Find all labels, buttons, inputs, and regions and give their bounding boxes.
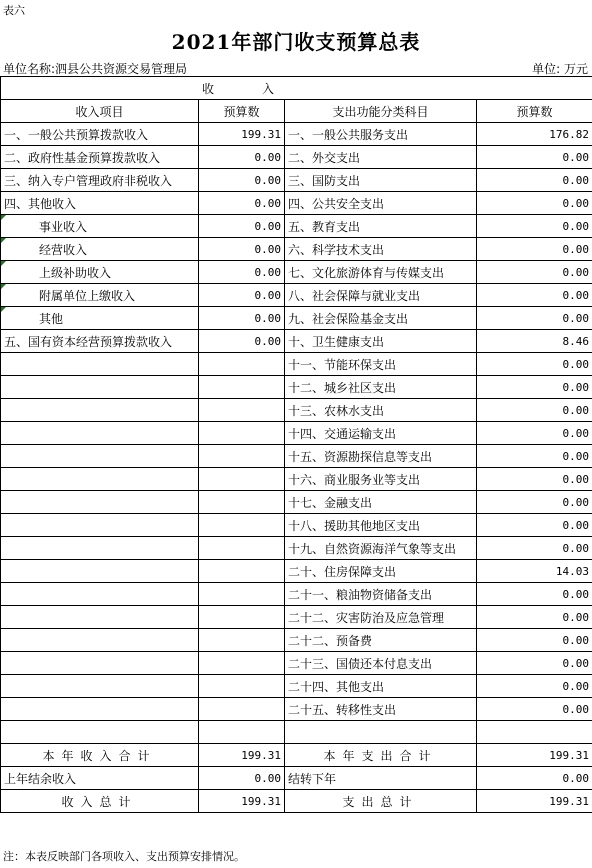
grand-expense-value: 199.31	[477, 790, 592, 813]
col-header-expense-item: 支出功能分类科目	[285, 100, 477, 123]
expense-amount: 0.00	[477, 468, 592, 491]
expense-item: 十九、自然资源海洋气象等支出	[285, 537, 477, 560]
income-amount	[199, 675, 285, 698]
income-item	[1, 560, 199, 583]
income-item: 经营收入	[1, 238, 199, 261]
expense-item: 十二、城乡社区支出	[285, 376, 477, 399]
expense-amount: 0.00	[477, 376, 592, 399]
expense-amount	[477, 721, 592, 744]
expense-amount: 0.00	[477, 422, 592, 445]
table-row	[1, 583, 592, 606]
income-item	[1, 698, 199, 721]
income-amount	[199, 468, 285, 491]
table-row	[1, 606, 592, 629]
page-title: 2021年部门收支预算总表	[171, 30, 421, 54]
income-item: 事业收入	[1, 215, 199, 238]
income-amount	[199, 583, 285, 606]
expense-item: 十一、节能环保支出	[285, 353, 477, 376]
table-row	[1, 445, 592, 468]
expense-item: 八、社会保障与就业支出	[285, 284, 477, 307]
table-number-label: 表六	[3, 4, 25, 17]
grand-expense-label: 支出总计	[285, 790, 477, 813]
expense-item: 十三、农林水支出	[285, 399, 477, 422]
expense-amount: 0.00	[477, 652, 592, 675]
income-amount: 0.00	[199, 261, 285, 284]
carry-out-value: 0.00	[477, 767, 592, 790]
expense-total-value: 199.31	[477, 744, 592, 767]
income-item	[1, 422, 199, 445]
expense-amount: 14.03	[477, 560, 592, 583]
expense-item: 三、国防支出	[285, 169, 477, 192]
expense-item: 一、一般公共服务支出	[285, 123, 477, 146]
income-item	[1, 399, 199, 422]
expense-item: 二十三、国债还本付息支出	[285, 652, 477, 675]
expense-item: 二十、住房保障支出	[285, 560, 477, 583]
carry-out-label: 结转下年	[285, 767, 477, 790]
income-amount	[199, 652, 285, 675]
expense-amount: 0.00	[477, 514, 592, 537]
income-amount	[199, 514, 285, 537]
income-total-label: 本年收入合计	[1, 744, 199, 767]
income-item: 三、纳入专户管理政府非税收入	[1, 169, 199, 192]
expense-amount: 0.00	[477, 146, 592, 169]
income-amount	[199, 353, 285, 376]
income-item	[1, 675, 199, 698]
income-amount: 0.00	[199, 238, 285, 261]
expense-amount: 0.00	[477, 307, 592, 330]
income-item	[1, 721, 199, 744]
expense-amount: 0.00	[477, 284, 592, 307]
table-row	[1, 514, 592, 537]
income-item	[1, 537, 199, 560]
income-amount	[199, 560, 285, 583]
expense-item: 十八、援助其他地区支出	[285, 514, 477, 537]
income-item	[1, 353, 199, 376]
carry-in-label: 上年结余收入	[1, 767, 199, 790]
expense-amount: 0.00	[477, 399, 592, 422]
table-row	[1, 284, 592, 307]
income-amount	[199, 376, 285, 399]
table-row	[1, 238, 592, 261]
expense-item: 六、科学技术支出	[285, 238, 477, 261]
expense-item: 五、教育支出	[285, 215, 477, 238]
expense-amount: 8.46	[477, 330, 592, 353]
income-item	[1, 652, 199, 675]
income-item: 四、其他收入	[1, 192, 199, 215]
col-header-income-amount: 预算数	[199, 100, 285, 123]
income-total-value: 199.31	[199, 744, 285, 767]
table-row	[1, 560, 592, 583]
expense-amount: 0.00	[477, 537, 592, 560]
income-amount: 0.00	[199, 215, 285, 238]
income-amount	[199, 399, 285, 422]
table-row	[1, 376, 592, 399]
expense-amount: 0.00	[477, 445, 592, 468]
income-item	[1, 445, 199, 468]
income-item: 五、国有资本经营预算拨款收入	[1, 330, 199, 353]
table-row	[1, 192, 592, 215]
income-item: 上级补助收入	[1, 261, 199, 284]
expense-amount: 0.00	[477, 583, 592, 606]
table-row	[1, 169, 592, 192]
grand-income-label: 收入总计	[1, 790, 199, 813]
col-header-income-item: 收入项目	[1, 100, 199, 123]
table-row	[1, 399, 592, 422]
table-row	[1, 215, 592, 238]
section-label: 收 入	[1, 77, 592, 100]
expense-item: 十七、金融支出	[285, 491, 477, 514]
footnote: 注：本表反映部门各项收入、支出预算安排情况。	[3, 850, 245, 863]
expense-amount: 0.00	[477, 261, 592, 284]
table-row	[1, 307, 592, 330]
expense-total-label: 本年支出合计	[285, 744, 477, 767]
income-amount: 199.31	[199, 123, 285, 146]
budget-table	[0, 76, 592, 813]
expense-item: 四、公共安全支出	[285, 192, 477, 215]
grand-income-value: 199.31	[199, 790, 285, 813]
income-amount	[199, 629, 285, 652]
expense-amount: 0.00	[477, 169, 592, 192]
income-amount: 0.00	[199, 192, 285, 215]
income-item	[1, 629, 199, 652]
income-amount: 0.00	[199, 169, 285, 192]
expense-amount: 0.00	[477, 491, 592, 514]
income-amount	[199, 491, 285, 514]
expense-item: 二十四、其他支出	[285, 675, 477, 698]
income-item: 二、政府性基金预算拨款收入	[1, 146, 199, 169]
income-item: 其他	[1, 307, 199, 330]
expense-item: 十六、商业服务业等支出	[285, 468, 477, 491]
table-row	[1, 537, 592, 560]
table-row	[1, 261, 592, 284]
income-item: 一、一般公共预算拨款收入	[1, 123, 199, 146]
table-row	[1, 353, 592, 376]
income-item	[1, 376, 199, 399]
income-amount	[199, 721, 285, 744]
expense-amount: 0.00	[477, 215, 592, 238]
income-amount: 0.00	[199, 307, 285, 330]
column-header-row	[1, 100, 592, 123]
income-item	[1, 468, 199, 491]
unit-name: 单位名称:泗县公共资源交易管理局	[3, 62, 188, 76]
expense-amount: 0.00	[477, 675, 592, 698]
expense-item: 二十五、转移性支出	[285, 698, 477, 721]
table-row	[1, 123, 592, 146]
grand-total-row	[1, 790, 592, 813]
income-amount	[199, 698, 285, 721]
table-row	[1, 652, 592, 675]
carry-in-value: 0.00	[199, 767, 285, 790]
table-row	[1, 422, 592, 445]
expense-item: 十五、资源勘探信息等支出	[285, 445, 477, 468]
expense-amount: 0.00	[477, 606, 592, 629]
expense-item: 十四、交通运输支出	[285, 422, 477, 445]
income-item: 附属单位上缴收入	[1, 284, 199, 307]
expense-amount: 0.00	[477, 353, 592, 376]
table-row	[1, 468, 592, 491]
expense-item: 二十二、灾害防治及应急管理	[285, 606, 477, 629]
table-row	[1, 330, 592, 353]
table-row	[1, 698, 592, 721]
income-amount: 0.00	[199, 146, 285, 169]
table-row	[1, 491, 592, 514]
expense-item	[285, 721, 477, 744]
income-amount	[199, 537, 285, 560]
expense-item: 二十一、粮油物资储备支出	[285, 583, 477, 606]
carry-row	[1, 767, 592, 790]
expense-amount: 0.00	[477, 192, 592, 215]
expense-item: 十、卫生健康支出	[285, 330, 477, 353]
income-amount: 0.00	[199, 284, 285, 307]
income-amount	[199, 422, 285, 445]
income-item	[1, 583, 199, 606]
expense-item: 九、社会保险基金支出	[285, 307, 477, 330]
col-header-expense-amount: 预算数	[477, 100, 592, 123]
expense-amount: 0.00	[477, 629, 592, 652]
section-row	[1, 77, 592, 100]
income-amount	[199, 445, 285, 468]
expense-item: 二十二、预备费	[285, 629, 477, 652]
income-amount	[199, 606, 285, 629]
income-item	[1, 514, 199, 537]
table-row	[1, 629, 592, 652]
expense-item: 二、外交支出	[285, 146, 477, 169]
income-item	[1, 606, 199, 629]
expense-amount: 0.00	[477, 238, 592, 261]
income-item	[1, 491, 199, 514]
income-amount: 0.00	[199, 330, 285, 353]
unit-currency: 单位: 万元	[532, 62, 588, 76]
table-row	[1, 675, 592, 698]
expense-amount: 0.00	[477, 698, 592, 721]
table-row	[1, 721, 592, 744]
expense-amount: 176.82	[477, 123, 592, 146]
table-row	[1, 146, 592, 169]
expense-item: 七、文化旅游体育与传媒支出	[285, 261, 477, 284]
year-total-row	[1, 744, 592, 767]
